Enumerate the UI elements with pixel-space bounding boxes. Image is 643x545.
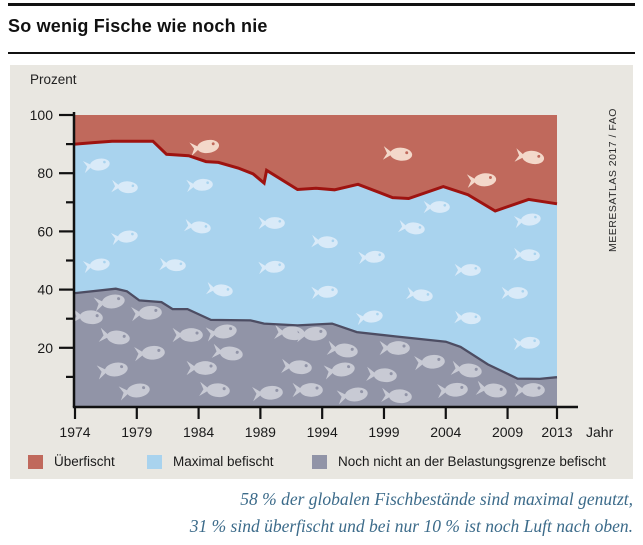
x-tick-label: 2004 — [430, 424, 462, 440]
fish-eye — [521, 290, 524, 293]
x-tick-label: 1979 — [121, 424, 153, 440]
y-axis-title: Prozent — [30, 72, 77, 87]
fish-body — [522, 383, 545, 397]
fish-eye — [443, 204, 446, 207]
legend-item-niedrig-befischt — [312, 454, 606, 469]
legend-label: Maximal befischt — [173, 454, 274, 469]
y-tick-label: 40 — [37, 281, 53, 298]
fish-body — [430, 201, 450, 213]
fish-body — [265, 217, 285, 229]
y-tick-label: 60 — [37, 223, 53, 240]
legend-item-ueberfischt — [28, 454, 115, 469]
legend-swatch-ueberfischt — [28, 455, 43, 469]
fish-body — [387, 341, 410, 355]
y-tick-label: 20 — [37, 339, 53, 356]
caption-line-2: 31 % sind überfischt und bei nur 10 % ist noch Luft nach oben. — [189, 516, 633, 536]
fish-body — [300, 383, 323, 397]
fish-eye — [537, 386, 540, 389]
caption — [13, 486, 633, 540]
fish-body — [461, 264, 481, 276]
legend-swatch-niedrig-befischt — [312, 455, 327, 469]
source-credit: MEERESATLAS 2017 / FAO — [607, 108, 619, 253]
fish-body — [508, 287, 528, 299]
x-tick-label: 2013 — [541, 424, 573, 440]
fish-eye — [474, 267, 477, 270]
fish-body — [194, 361, 217, 375]
caption-line-1: 58 % der globalen Fischbestände sind maximal genutzt, — [240, 489, 633, 509]
legend-item-maximal-befischt — [147, 454, 274, 469]
x-tick-label: 1994 — [306, 424, 338, 440]
fish-body — [180, 328, 203, 342]
x-tick-label: 1999 — [368, 424, 400, 440]
fish-eye — [195, 331, 198, 334]
page-title: So wenig Fische wie noch nie — [8, 16, 268, 36]
fish-eye — [278, 220, 281, 223]
fish-eye — [402, 344, 405, 347]
legend-swatch-maximal-befischt — [147, 455, 162, 469]
x-tick-label: 1974 — [59, 424, 91, 440]
legend-label: Überfischt — [54, 454, 115, 469]
fish-stock-area-chart — [10, 65, 633, 479]
y-tick-label: 80 — [37, 165, 53, 182]
fish-eye — [315, 386, 318, 389]
x-tick-label: 1984 — [183, 424, 215, 440]
top-rule — [8, 3, 635, 6]
x-axis-title: Jahr — [586, 424, 614, 440]
title-underline-rule — [8, 52, 635, 54]
fish-eye — [209, 364, 212, 367]
x-tick-label: 1989 — [244, 424, 276, 440]
chart-panel — [10, 65, 633, 479]
x-tick-label: 2009 — [491, 424, 524, 440]
legend-label: Noch nicht an der Belastungsgrenze befischt — [338, 454, 606, 469]
y-tick-label: 100 — [29, 107, 53, 123]
